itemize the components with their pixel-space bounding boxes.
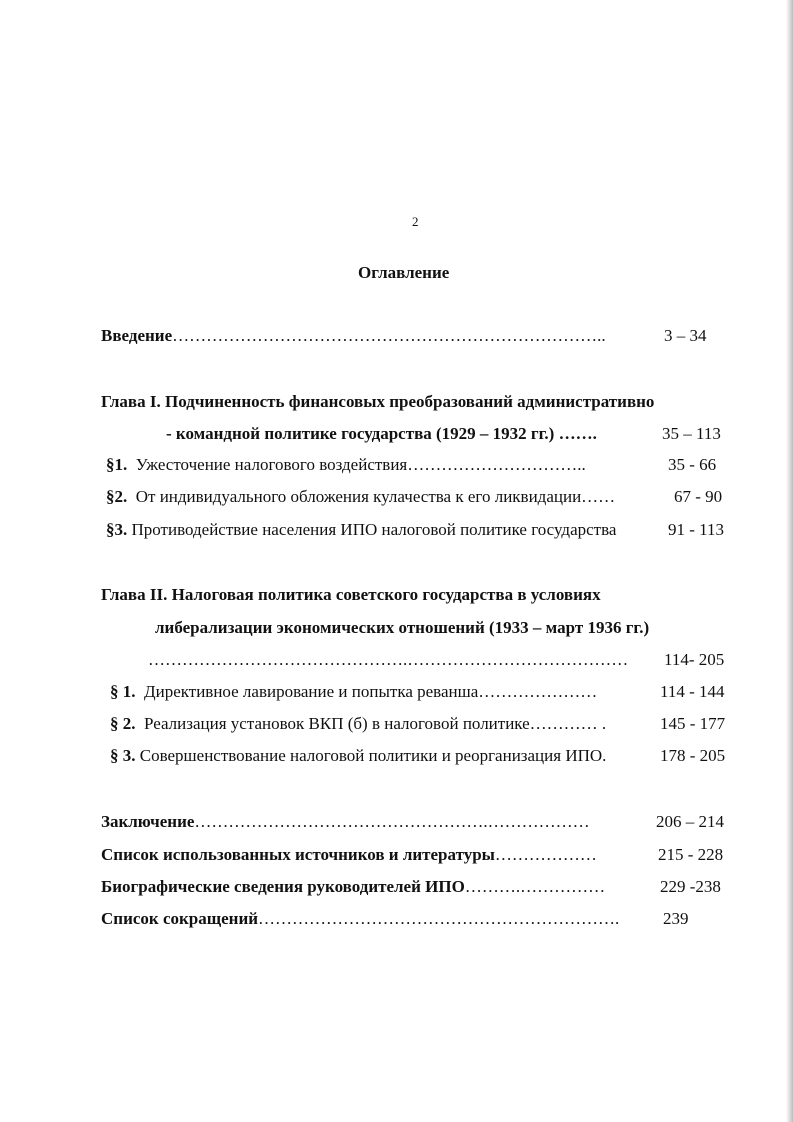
conclusion-dots: …………………………………………….………………: [194, 812, 590, 831]
toc-entry-abbreviations: [101, 909, 619, 929]
bio-pages: 229 -238: [660, 877, 721, 896]
toc-title: Оглавление: [358, 263, 450, 282]
sources-pages: 215 - 228: [658, 845, 724, 864]
chapter1-section-1-pages: 35 - 66: [668, 455, 717, 474]
intro-pages: 3 – 34: [664, 326, 707, 345]
abbr-label: Список сокращений: [101, 909, 259, 928]
bio-dots: ……….……………: [464, 877, 606, 896]
sources-label: Список использованных источников и литературы: [101, 845, 495, 864]
section-title: Ужесточение налогового воздействия…………………………..: [135, 455, 586, 474]
toc-entry-conclusion: [101, 812, 590, 832]
chapter2-section-2: [110, 714, 606, 734]
section-title: Противодействие населения ИПО налоговой политике государства: [131, 520, 617, 539]
section-number: §2.: [106, 487, 128, 506]
toc-entry-biographies: [101, 877, 605, 897]
section-title: Реализация установок ВКП (б) в налоговой политике………… .: [144, 714, 607, 733]
chapter2-section-2-pages: 145 - 177: [660, 714, 726, 733]
section-title: Директивное лавирование и попытка реванша…………………: [144, 682, 598, 701]
intro-label: Введение: [101, 326, 173, 345]
chapter2-dots: ……………………………………….…………………………………: [148, 650, 629, 669]
chapter2-section-1: [110, 682, 597, 702]
section-title: От индивидуального обложения кулачества к его ликвидации……: [135, 487, 616, 506]
section-number: §3.: [106, 520, 128, 539]
intro-dots: …………………………………………………………………..: [172, 326, 606, 345]
conclusion-pages: 206 – 214: [656, 812, 724, 831]
bio-label: Биографические сведения руководителей ИПО: [101, 877, 465, 896]
chapter2-pages: 114- 205: [664, 650, 725, 669]
chapter1-section-3: [106, 520, 616, 540]
toc-entry-sources: [101, 845, 597, 865]
toc-entry-intro: [101, 326, 606, 346]
chapter1-pages: 35 – 113: [662, 424, 721, 443]
section-number: §1.: [106, 455, 128, 474]
chapter1-section-2: [106, 487, 615, 507]
chapter1-section-2-pages: 67 - 90: [674, 487, 723, 506]
sources-dots: ………………: [494, 845, 597, 864]
page-number: 2: [412, 214, 419, 229]
scan-edge-shadow: [786, 0, 793, 1122]
chapter1-section-3-pages: 91 - 113: [668, 520, 725, 539]
chapter2-section-3: [110, 746, 606, 766]
chapter1-heading-line2: - командной политике государства (1929 – 1932 гг.) …….: [166, 424, 597, 443]
chapter2-heading-line1: Глава II. Налоговая политика советского государства в условиях: [101, 585, 601, 604]
section-number: § 3.: [110, 746, 136, 765]
chapter1-heading-line1: Глава I. Подчиненность финансовых преобразований административно: [101, 392, 655, 411]
chapter2-heading-line2: либерализации экономических отношений (1933 – март 1936 гг.): [155, 618, 650, 637]
abbr-dots: ……………………………………………………….: [258, 909, 620, 928]
abbr-pages: 239: [663, 909, 689, 928]
chapter1-section-1: [106, 455, 586, 475]
section-number: § 1.: [110, 682, 136, 701]
section-title: Совершенствование налоговой политики и реорганизация ИПО.: [139, 746, 607, 765]
conclusion-label: Заключение: [101, 812, 195, 831]
section-number: § 2.: [110, 714, 136, 733]
chapter2-section-1-pages: 114 - 144: [660, 682, 725, 701]
chapter2-section-3-pages: 178 - 205: [660, 746, 726, 765]
